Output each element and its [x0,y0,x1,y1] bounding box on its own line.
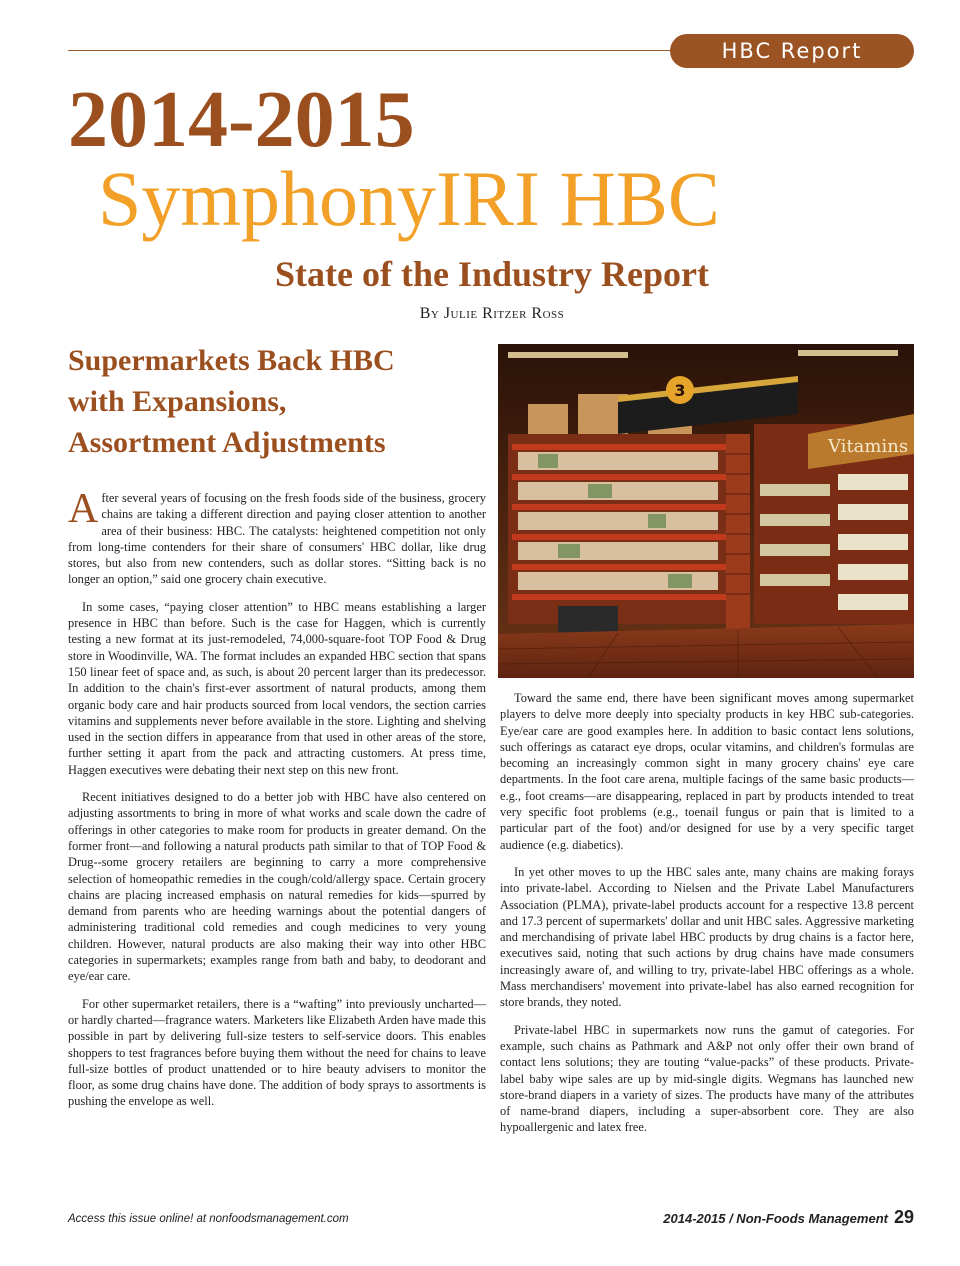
aisle-number: 3 [674,381,686,400]
paragraph: For other supermarket retailers, there is a “wafting” into previously uncharted—or hardly charted—fragrance waters. Marketers like Elizabeth Arden have made this possible in part by delivering full-size testers to self-service doors. This enables shoppers to test fragrances before buying them without the need for chains to leave full-size bottles of product unattended or to hire beauty advisers to monitor the floor, as some drug chains have done. The addition of body sprays to assortments is pushing the envelope as well. [68,996,487,1109]
paragraph [68,486,486,588]
headline-line: with Expansions, [68,385,287,418]
headline-line: Supermarkets Back HBC [68,344,395,377]
paragraph: In yet other moves to up the HBC sales ante, many chains are making forays into private-label. According to Nielsen and the Private Label Manufacturers Association (PLMA), private-label products account for a respective 13.8 percent and 17.3 percent of supermarkets' dollar and unit HBC sales. Aggressive marketing and merchandising of private label HBC products by drug chains is a factor here, executives said, noting that such actions by drug chains have made consumers increasingly aware of, and willing to try, private-label HBC offerings as a whole. Mass merchandisers' movement into private-label has also earned recognition for store brands, they noted. [500,864,914,1010]
section-badge: HBC Report [670,34,914,68]
footer-publication-name: 2014-2015 / Non-Foods Management [663,1211,888,1226]
title-subtitle: State of the Industry Report [275,254,709,294]
paragraph: Private-label HBC in supermarkets now runs the gamut of categories. For example, such chains as Pathmark and A&P not only offer their own brand of contact lens solutions; they are touting “value-packs” of these products. Private-label baby wipe sales are up by mid-single digits. Wegmans has launched new store-brand diapers in a variety of sizes. The products have many of the attributes of name-brand diapers, including a super-absorbent core. They are also hypoallergenic and latex free. [500,1022,914,1135]
header-rule [68,50,688,51]
store-aisle-illustration [498,344,914,678]
title-brand: SymphonyIRI HBC [98,155,720,242]
headline-line: Assortment Adjustments [68,426,386,459]
right-column [500,690,914,1147]
paragraph: Recent initiatives designed to do a better job with HBC have also centered on adjusting assortments to bring in more of what works and scale down the cadre of offerings in other categories to make room for products in greater demand. On the former front—and following a natural products path similar to that of TOP Food & Drug--some grocery retailers are beginning to carry a more comprehensive selection of homeopathic remedies in the cough/cold/allergy space. Certain grocery chains are placing increased emphasis on natural remedies for kids—spurred by demand from parents who are heeding warnings about the potential dangers of administering traditional cold remedies and cough medicines to very young children. However, natural products are also making their way into other HBC categories in supermarkets; examples range from bath and baby, to deodorant and eye/ear care. [68,790,486,984]
byline: By Julie Ritzer Ross [419,305,565,322]
footer-publication [663,1207,914,1228]
footer-online-link[interactable]: Access this issue online! at nonfoodsmanagement.com [68,1213,349,1225]
paragraph-text: fter several years of focusing on the fresh foods side of the business, grocery chains are taking a different direction and paying closer attention to another area of their business: HBC. The catalysts: heightened competition not only from long-time contenders for their share of consumers' HBC dollar, like drug stores, but also from new contenders, such as dollar stores. “Sitting back is no longer an option,” said one grocery chain executive. [68,491,486,587]
paragraph: In some cases, “paying closer attention” to HBC means establishing a larger presence in HBC than before. Such is the case for Haggen, which is currently testing a new format at its just-remodeled, 74,000-square-foot TOP Food & Drug store in Woodinville, WA. The format includes an expanded HBC section that spans 150 linear feet of space and, as such, is about 20 percent larger than its predecessor. In addition to the chain's first-ever assortment of natural products, among them organic body care and hair products sourced from local vendors, the section carries vitamins and supplements never before available in the store. Lighting and shelving used in the section differs in appearance from that used in other areas of the store, further setting it apart from the pack and attracting customers. At press time, Haggen executives were debating their next step on this new front. [68,599,486,777]
left-column [68,486,487,1121]
page-number: 29 [893,1207,914,1227]
drop-cap: A [68,486,99,532]
title-year: 2014-2015 [68,76,415,164]
store-aisle-photo [498,344,914,678]
vitamins-sign: Vitamins [828,436,909,457]
paragraph: Toward the same end, there have been significant moves among supermarket players to delve more deeply into specialty products in key HBC sub-categories. Eye/ear care are good examples here. In addition to basic contact lens solutions, such offerings as cataract eye drops, ocular vitamins, and children's formulas are becoming an increasingly common sight in many grocery chains' eye care departments. In the foot care arena, multiple facings of the same basic products—e.g., foot creams—are disappearing, replaced in part by products intended to treat very specific foot problems (e.g., toenail fungus or pain that is limited to a particular part of the foot) and/or designed for use by a very specific target audience (e.g. diabetics). [500,691,914,852]
article-headline [68,340,488,463]
